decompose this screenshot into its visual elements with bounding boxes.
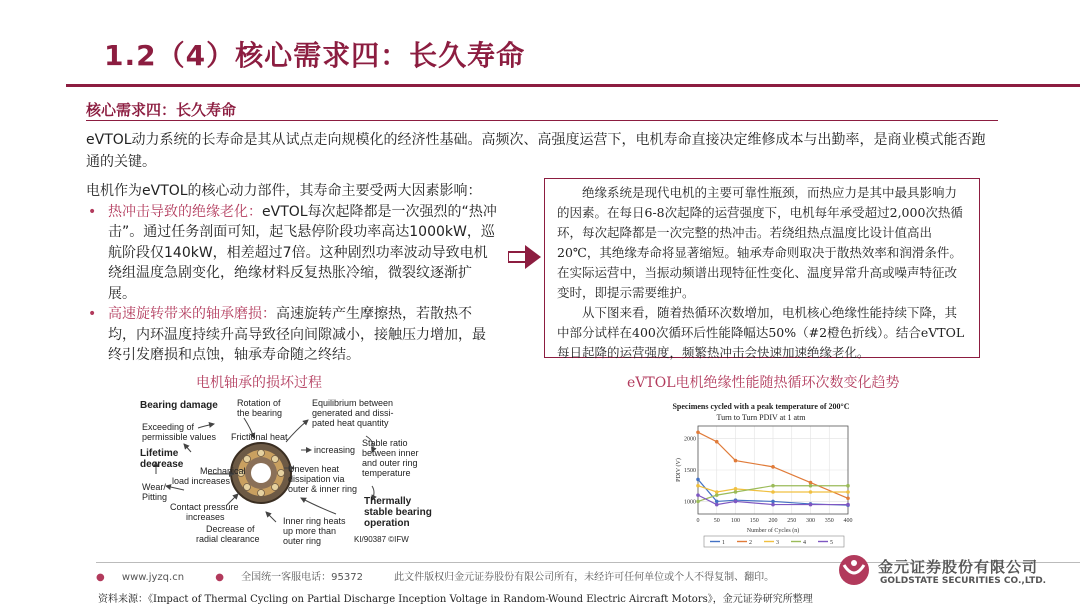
chart-subtitle: Turn to Turn PDIV at 1 atm <box>716 413 806 422</box>
label-thermally-2: stable bearing <box>364 507 432 518</box>
label-inner-ring-2: up more than <box>283 526 337 536</box>
bullet-marker: • <box>88 306 97 322</box>
chart-x-tick: 200 <box>768 518 778 524</box>
label-thermally-3: operation <box>364 518 410 529</box>
label-inner-ring-3: outer ring <box>283 536 322 546</box>
company-name-cn: 金元证券股份有限公司 <box>878 558 1039 576</box>
title-divider <box>66 84 1080 87</box>
chart-point-series-5 <box>734 500 738 504</box>
label-decrease-1: Decrease of <box>206 524 255 534</box>
label-lifetime-2: decrease <box>140 459 184 470</box>
label-thermally-1: Thermally <box>364 496 412 507</box>
factor-list-lead: 电机作为eVTOL的核心动力部件，其寿命主要受两大因素影响： <box>86 183 482 199</box>
chart-point-series-4 <box>846 484 850 488</box>
chart-point-series-4 <box>715 493 719 497</box>
company-name-en: GOLDSTATE SECURITIES CO.,LTD. <box>880 576 1047 586</box>
source-note: 资料来源：《Impact of Thermal Cycling on Partial Discharge Inception Voltage in Random-Wound Electric Aircraft Motors》，金元证券研究所整理 <box>98 594 813 605</box>
label-wear-1: Wear/ <box>142 482 166 492</box>
footer-copyright: 此文件版权归金元证券股份有限公司所有，未经许可任何单位或个人不得复制、翻印。 <box>394 572 775 583</box>
diagram-credit: KI/90387 ©IFW <box>354 535 409 544</box>
chart-point-series-2 <box>734 459 738 463</box>
chart-point-series-5 <box>809 503 813 507</box>
chart-point-series-4 <box>809 484 813 488</box>
label-rotation-1: Rotation of <box>237 398 281 408</box>
insulation-chart-caption: eVTOL电机绝缘性能随热循环次数变化趋势 <box>627 375 900 391</box>
chart-y-tick: 2000 <box>684 436 696 443</box>
label-mechanical-2: load increases <box>172 476 231 486</box>
label-inner-ring-1: Inner ring heats <box>283 516 346 526</box>
analysis-box <box>544 178 980 358</box>
label-contact-2: increases <box>186 512 225 522</box>
chart-legend-items <box>710 540 833 546</box>
chart-point-series-3 <box>771 490 775 494</box>
chart-ylabel: PDIV (V) <box>676 458 682 482</box>
intro-paragraph: eVTOL动力系统的长寿命是其从试点走向规模化的经济性基础。高频次、高强度运营下，电机寿命直接决定维修成本与出勤率，是商业模式能否跑通的关键。 <box>86 132 986 170</box>
chart-y-tick: 1000 <box>684 499 696 506</box>
chart-point-series-3 <box>734 487 738 491</box>
label-frictional-heat: Frictional heat <box>231 432 288 442</box>
chart-point-series-3 <box>846 490 850 494</box>
page-title: 1.2（4）核心需求四：长久寿命 <box>104 39 526 72</box>
chart-x-tick: 50 <box>713 518 720 524</box>
label-stable-2: between inner <box>362 448 419 458</box>
chart-tick-labels <box>684 437 853 524</box>
globe-icon: ● <box>96 572 105 583</box>
chart-point-series-4 <box>771 484 775 488</box>
label-equilibrium-3: pated heat quantity <box>312 418 389 428</box>
chart-point-series-5 <box>696 493 700 497</box>
factor-highlight: 高速旋转带来的轴承磨损： <box>108 306 276 322</box>
pdiv-line-chart <box>656 398 866 548</box>
footer-website[interactable] <box>96 572 198 583</box>
analysis-paragraph-1: 绝缘系统是现代电机的主要可靠性瓶颈，而热应力是其中最具影响力的因素。在每日6-8次起降的运营强度下，电机每年承受超过2,000次热循环，每次起降都是一次完整的热冲击。若绕组热点温度比设计值高出20℃，其绝缘寿命将显著缩短。轴承寿命则取决于散热效率和润滑条件。在实际运营中，当振动频谱出现特征性变化、温度异常升高或噪声特征改变时，即提示需要维护。 <box>557 185 963 300</box>
chart-legend-label: 4 <box>803 540 806 546</box>
factor-text: 高速旋转产生摩擦热，若散热不均，内环温度持续升高导致径向间隙减小，接触压力增加，最终引发磨损和点蚀，轴承寿命随之终结。 <box>108 306 486 363</box>
factor-item-bearing-wear <box>86 304 498 366</box>
chart-point-series-5 <box>846 503 850 507</box>
label-uneven-2: dissipation via <box>288 474 345 484</box>
chart-point-series-1 <box>771 500 775 504</box>
factor-list <box>86 181 498 366</box>
label-contact-1: Contact pressure <box>170 502 239 512</box>
label-stable-4: temperature <box>362 468 411 478</box>
goldstate-logo-icon <box>832 553 876 587</box>
chart-point-series-3 <box>809 490 813 494</box>
chart-point-series-2 <box>771 465 775 469</box>
chart-point-series-5 <box>715 503 719 507</box>
chart-point-series-5 <box>771 503 775 507</box>
chart-point-series-4 <box>696 500 700 504</box>
chart-x-tick: 0 <box>696 518 700 524</box>
section-heading: 核心需求四：长久寿命 <box>86 101 237 119</box>
label-decrease-2: radial clearance <box>196 534 260 544</box>
label-rotation-2: the bearing <box>237 408 283 418</box>
analysis-paragraph-2: 从下图来看，随着热循环次数增加，电机核心绝缘性能持续下降，其中部分试样在400次循环后性能降幅达50%（#2橙色折线）。结合eVTOL每日起降的运营强度，频繁热冲击会快速加速绝缘老化。 <box>557 305 965 360</box>
chart-point-series-2 <box>809 481 813 485</box>
chart-x-tick: 100 <box>731 518 740 524</box>
label-exceeding-2: permissible values <box>142 432 217 442</box>
label-bearing-damage: Bearing damage <box>140 400 218 411</box>
chart-point-series-3 <box>715 490 719 494</box>
chart-point-series-3 <box>696 484 700 488</box>
chart-title: Specimens cycled with a peak temperature of 200°C <box>672 402 850 411</box>
right-arrow-icon <box>508 244 542 270</box>
label-stable-1: Stable ratio <box>362 438 408 448</box>
chart-x-tick: 400 <box>843 518 853 524</box>
footer-hotline-text: 全国统一客服电话：95372 <box>241 572 363 583</box>
chart-point-series-2 <box>696 430 700 434</box>
section-divider <box>86 120 998 121</box>
footer-bar <box>96 568 788 583</box>
chart-legend-label: 2 <box>749 540 752 546</box>
factor-highlight: 热冲击导致的绝缘老化： <box>108 203 262 220</box>
bullet-marker: • <box>88 203 97 220</box>
chart-point-series-2 <box>846 496 850 500</box>
phone-icon: ● <box>215 572 224 583</box>
chart-x-tick: 150 <box>749 518 759 524</box>
chart-point-series-2 <box>715 440 719 444</box>
chart-legend-label: 1 <box>722 540 725 546</box>
label-stable-3: and outer ring <box>362 458 418 468</box>
chart-y-tick: 1500 <box>684 468 696 474</box>
label-equilibrium-2: generated and dissi- <box>312 408 394 418</box>
label-exceeding-1: Exceeding of <box>142 422 195 432</box>
label-mechanical-1: Mechanical <box>200 466 246 476</box>
bearing-diagram-caption: 电机轴承的损坏过程 <box>196 375 322 391</box>
chart-x-tick: 350 <box>824 518 834 524</box>
label-equilibrium-1: Equilibrium between <box>312 398 394 408</box>
label-increasing: increasing <box>314 445 356 455</box>
chart-point-series-4 <box>734 490 738 494</box>
label-uneven-3: outer & inner ring <box>288 484 358 494</box>
factor-text: eVTOL每次起降都是一次强烈的“热冲击”。通过任务剖面可知，起飞悬停阶段功率高达1000kW，巡航阶段仅140kW，相差超过7倍。这种剧烈功率波动导致电机绕组温度急剧变化，绝缘材料反复热胀冷缩，微裂纹逐渐扩展。 <box>108 203 497 302</box>
chart-legend-label: 5 <box>830 540 833 546</box>
chart-point-series-1 <box>696 478 700 482</box>
footer-website-text: www.jyzq.cn <box>121 572 185 583</box>
label-lifetime-1: Lifetime <box>140 448 179 459</box>
footer-hotline <box>215 572 377 583</box>
chart-xlabel: Number of Cycles (n) <box>746 528 800 534</box>
bearing-damage-diagram <box>136 394 466 546</box>
factor-item-thermal-shock <box>86 202 498 305</box>
chart-legend-label: 3 <box>776 540 779 546</box>
chart-x-tick: 250 <box>787 518 797 524</box>
chart-x-tick: 300 <box>806 518 815 524</box>
label-uneven-1: Uneven heat <box>288 464 340 474</box>
label-wear-2: Pitting <box>142 492 168 502</box>
chart-point-series-1 <box>715 500 719 504</box>
